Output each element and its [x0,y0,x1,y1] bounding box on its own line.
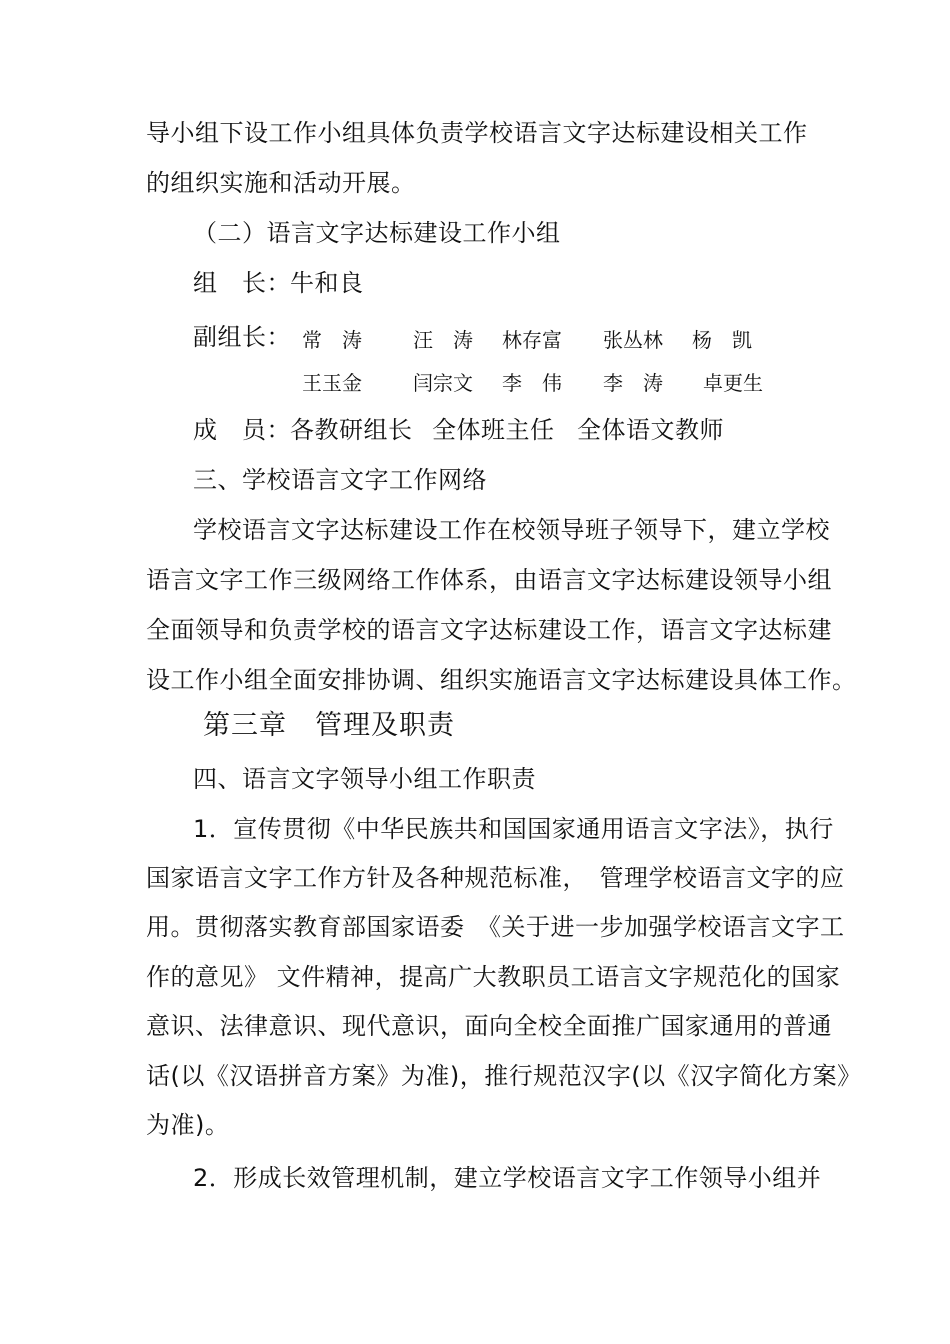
section-heading: 四、语言文字领导小组工作职责 [193,765,536,793]
deputy-label: 副组长： [193,323,291,351]
deputy-name: 汪 涛 [413,328,473,352]
deputy-name: 林存富 [502,328,562,352]
paragraph-line: 全面领导和负责学校的语言文字达标建设工作，语言文字达标建 [146,616,832,644]
leader-label: 组 长： [193,269,291,297]
section-heading: 三、学校语言文字工作网络 [193,466,487,494]
chapter-title: 第三章 管理及职责 [203,710,455,741]
list-item-line: 作的意见》 文件精神，提高广大教职员工语言文字规范化的国家 [146,963,841,991]
deputy-name: 闫宗文 [413,371,473,395]
paragraph-line: 设工作小组全面安排协调、组织实施语言文字达标建设具体工作。 [146,666,857,694]
members-label: 成 员： [193,416,291,444]
deputy-name: 杨 凯 [692,328,752,352]
list-item-line: 意识、法律意识、现代意识，面向全校全面推广国家通用的普通 [146,1012,832,1040]
member-group: 全体班主任 [432,416,555,444]
deputy-name: 王玉金 [302,371,362,395]
deputy-name: 张丛林 [603,328,663,352]
member-group: 各教研组长 [290,416,413,444]
list-item-line: 用。贯彻落实教育部国家语委 《关于进一步加强学校语言文字工 [146,913,845,941]
list-item-line: 1．宣传贯彻《中华民族共和国国家通用语言文字法》，执行 [193,815,834,843]
paragraph-line: 语言文字工作三级网络工作体系，由语言文字达标建设领导小组 [146,566,832,594]
deputy-name: 卓更生 [703,371,763,395]
paragraph-line: 学校语言文字达标建设工作在校领导班子领导下，建立学校 [193,516,830,544]
paragraph-line: 的组织实施和活动开展。 [146,169,416,197]
list-item-line: 2．形成长效管理机制，建立学校语言文字工作领导小组并 [193,1164,822,1192]
list-item-line: 国家语言文字工作方针及各种规范标准， 管理学校语言文字的应 [146,864,845,892]
sub-heading: （二）语言文字达标建设工作小组 [193,219,561,247]
deputy-name: 常 涛 [302,328,362,352]
member-group: 全体语文教师 [577,416,724,444]
list-item-line: 为准)。 [146,1111,230,1139]
leader-name: 牛和良 [290,269,364,297]
deputy-name: 李 涛 [603,371,663,395]
list-item-line: 话(以《汉语拼音方案》为准)，推行规范汉字(以《汉字简化方案》 [146,1062,862,1090]
deputy-name: 李 伟 [502,371,562,395]
paragraph-line: 导小组下设工作小组具体负责学校语言文字达标建设相关工作 [146,119,808,147]
